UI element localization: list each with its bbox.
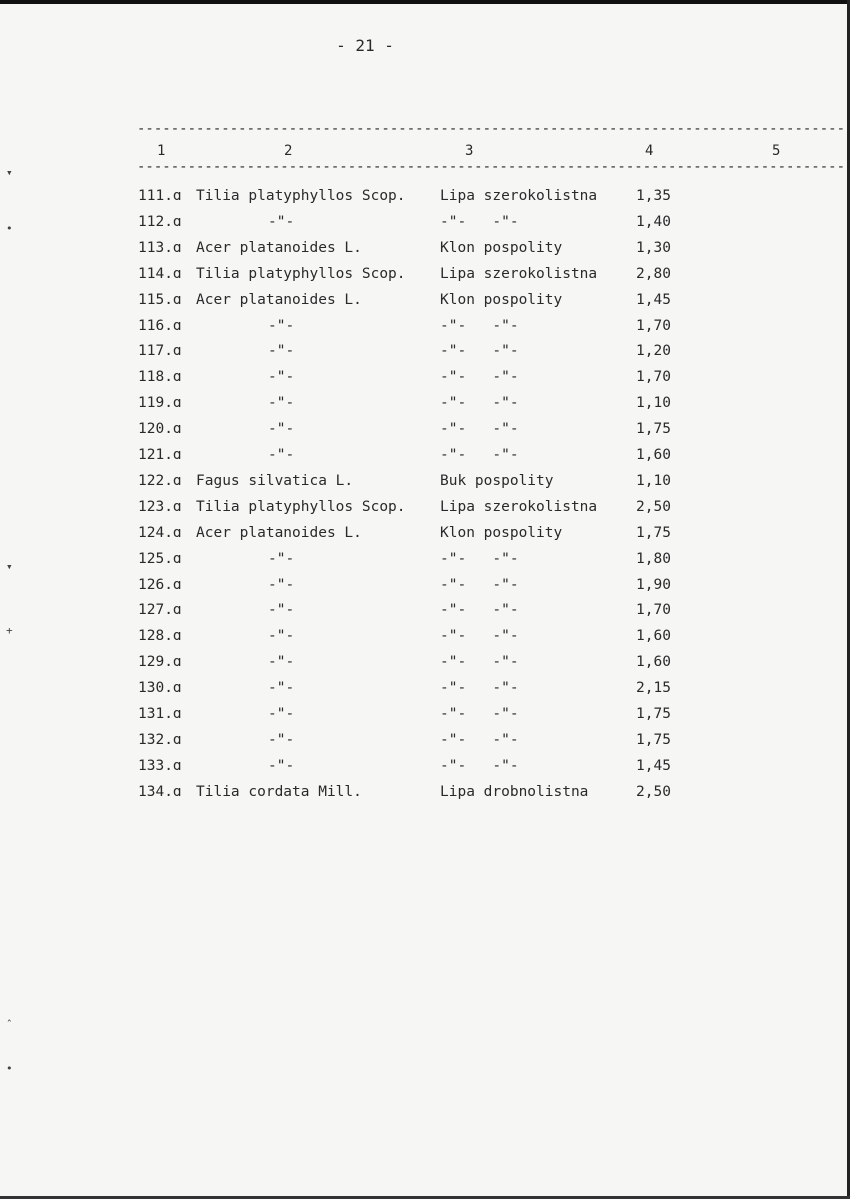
row-number: 114.ɑ [138,265,182,282]
row-number: 131.ɑ [138,706,182,722]
species-latin: -"- [268,602,295,619]
row-number: 123.ɑ [138,498,182,515]
species-polish: -"- -"- [440,343,519,360]
column-header-4: 4 [645,143,654,159]
species-polish: -"- -"- [440,369,519,386]
species-polish: -"- -"- [440,395,519,412]
species-polish: -"- -"- [440,576,519,593]
table-row [0,499,850,525]
row-number: 134.ɑ [138,783,182,800]
table-row [0,447,850,473]
species-latin: -"- [268,317,295,334]
species-polish: -"- -"- [440,757,519,774]
row-number: 125.ɑ [138,550,182,567]
row-value: 2,50 [636,498,671,515]
row-value: 1,75 [636,421,671,438]
table-row [0,525,850,551]
row-number: 128.ɑ [138,628,182,645]
page-number: - 21 - [336,36,394,55]
row-value: 1,75 [636,706,671,722]
table-row [0,628,850,654]
table-row [0,421,850,447]
row-number: 126.ɑ [138,576,182,593]
row-number: 120.ɑ [138,421,182,438]
species-polish: Lipa szerokolistna [440,498,598,515]
species-latin: Tilia platyphyllos Scop. [196,265,406,282]
row-value: 1,45 [636,291,671,308]
species-latin: Tilia platyphyllos Scop. [196,188,406,204]
row-value: 1,70 [636,369,671,386]
row-number: 122.ɑ [138,472,182,489]
row-value: 1,60 [636,447,671,463]
row-value: 2,80 [636,265,671,282]
species-polish: -"- -"- [440,602,519,619]
row-value: 1,70 [636,317,671,334]
table-row [0,577,850,603]
table-row [0,732,850,758]
species-latin: -"- [268,343,295,360]
row-number: 133.ɑ [138,757,182,774]
species-latin: -"- [268,757,295,774]
species-polish: -"- -"- [440,628,519,645]
species-polish: -"- -"- [440,731,519,748]
species-latin: -"- [268,550,295,567]
table-row [0,473,850,499]
row-value: 1,75 [636,731,671,748]
species-latin: -"- [268,421,295,438]
row-value: 1,60 [636,628,671,645]
species-polish: Lipa szerokolistna [440,265,598,282]
species-polish: -"- -"- [440,706,519,722]
row-number: 118.ɑ [138,369,182,386]
table-top-rule: ------------------------------------------------------------------------------------ [137,122,846,136]
row-number: 129.ɑ [138,654,182,671]
row-number: 113.ɑ [138,239,182,256]
table-row [0,706,850,732]
column-header-5: 5 [772,143,781,159]
row-value: 1,60 [636,654,671,671]
row-value: 2,15 [636,680,671,697]
table-row [0,680,850,706]
species-polish: Klon pospolity [440,524,563,541]
row-number: 130.ɑ [138,680,182,697]
table-row [0,188,850,214]
species-latin: -"- [268,369,295,386]
row-number: 111.ɑ [138,188,182,204]
margin-mark: ▾ [6,560,13,573]
row-number: 124.ɑ [138,524,182,541]
species-polish: -"- -"- [440,680,519,697]
species-latin: Acer platanoides L. [196,239,362,256]
row-number: 119.ɑ [138,395,182,412]
row-value: 1,30 [636,239,671,256]
species-latin: -"- [268,576,295,593]
table-row [0,343,850,369]
row-number: 127.ɑ [138,602,182,619]
table-row [0,784,850,810]
table-row [0,602,850,628]
species-latin: -"- [268,395,295,412]
species-latin: -"- [268,213,295,230]
species-latin: -"- [268,447,295,463]
species-latin: -"- [268,654,295,671]
row-value: 1,90 [636,576,671,593]
species-polish: -"- -"- [440,317,519,334]
row-number: 116.ɑ [138,317,182,334]
row-value: 1,75 [636,524,671,541]
margin-mark: + [6,624,13,637]
table-row [0,369,850,395]
species-polish: -"- -"- [440,447,519,463]
table-row [0,266,850,292]
margin-mark: ˆ [6,1018,13,1031]
row-value: 2,50 [636,783,671,800]
species-latin: Acer platanoides L. [196,524,362,541]
row-value: 1,10 [636,472,671,489]
species-polish: -"- -"- [440,213,519,230]
row-value: 1,45 [636,757,671,774]
row-value: 1,20 [636,343,671,360]
species-latin: Tilia cordata Mill. [196,783,362,800]
table-row [0,758,850,784]
table-row [0,654,850,680]
scan-border-top [0,0,850,4]
species-polish: -"- -"- [440,550,519,567]
species-latin: Tilia platyphyllos Scop. [196,498,406,515]
row-value: 1,40 [636,213,671,230]
row-number: 117.ɑ [138,343,182,360]
table-row [0,214,850,240]
species-polish: Buk pospolity [440,472,554,489]
table-row [0,292,850,318]
species-polish: -"- -"- [440,654,519,671]
row-value: 1,35 [636,188,671,204]
species-polish: Lipa szerokolistna [440,188,598,204]
species-latin: -"- [268,680,295,697]
row-value: 1,70 [636,602,671,619]
species-polish: Klon pospolity [440,291,563,308]
species-latin: Fagus silvatica L. [196,472,354,489]
row-value: 1,10 [636,395,671,412]
table-row [0,318,850,344]
row-number: 132.ɑ [138,731,182,748]
species-polish: Klon pospolity [440,239,563,256]
margin-mark: • [6,222,13,235]
species-latin: -"- [268,628,295,645]
species-polish: -"- -"- [440,421,519,438]
table-header-rule: ------------------------------------------------------------------------------------ [137,160,846,174]
row-number: 115.ɑ [138,291,182,308]
species-latin: Acer platanoides L. [196,291,362,308]
margin-mark: • [6,1062,13,1075]
column-header-2: 2 [284,143,293,159]
column-header-1: 1 [157,143,166,159]
row-value: 1,80 [636,550,671,567]
margin-mark: ▾ [6,166,13,179]
column-header-3: 3 [465,143,474,159]
row-number: 121.ɑ [138,447,182,463]
species-latin: -"- [268,731,295,748]
species-latin: -"- [268,706,295,722]
table-row [0,551,850,577]
table-row [0,240,850,266]
species-polish: Lipa drobnolistna [440,783,589,800]
table-row [0,395,850,421]
row-number: 112.ɑ [138,213,182,230]
